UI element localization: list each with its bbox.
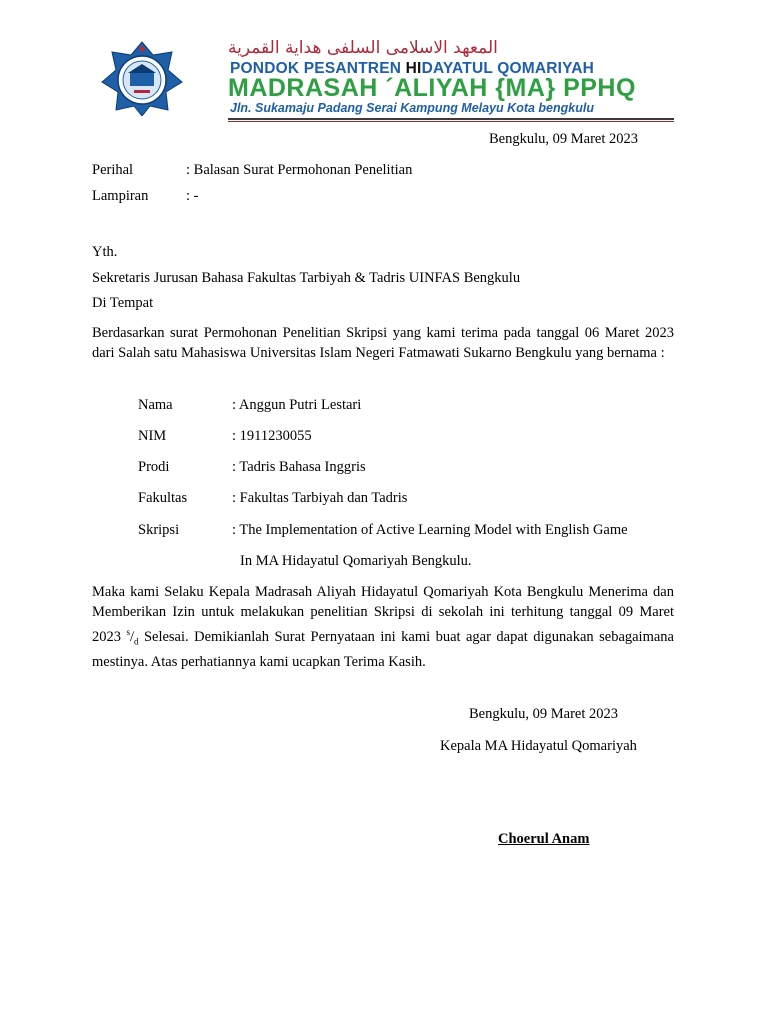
student-prodi-label: Prodi [138,459,170,475]
student-name-label: Nama [138,397,173,413]
closing-paragraph: Maka kami Selaku Kepala Madrasah Aliyah Hidayatul Qomariyah Kota Bengkulu Menerima dan Memberikan Izin untuk melakukan penelitian Skripsi di sekolah ini terhitung tanggal 09 Maret 2023 $^s/_d$ Selesai. Demikianlah Surat Pernyataan ini kami buat agar dapat digunakan sebagaimana mestinya. Atas perhatiannya kami ucapkan Terima Kasih. [92,584,674,670]
madrasah-name: MADRASAH ´ALIYAH {MA} PPHQ [228,74,636,102]
school-logo [100,40,184,116]
arabic-school-name: المعهد الاسلامى السلفى هداية القمرية [228,38,498,58]
closing-text-after: Selesai. Demikianlah Surat Pernyataan ini kami buat agar dapat digunakan sebagaimana mestinya. Atas perhatiannya kami ucapkan Terima Kasih. [92,628,674,670]
closing-text-before: Maka kami Selaku Kepala Madrasah Aliyah Hidayatul Qomariyah Kota Bengkulu Menerima dan Memberikan Izin untuk melakukan penelitian Skripsi di sekolah ini terhitung tanggal 09 Maret 2023 [92,584,674,645]
closing-sub: d [134,636,139,647]
letterhead-divider-red [228,121,674,122]
student-nim-value: : 1911230055 [232,428,312,444]
student-name-value: : Anggun Putri Lestari [232,397,362,413]
intro-paragraph: Berdasarkan surat Permohonan Penelitian Skripsi yang kami terima pada tanggal 06 Maret 2023 dari Salah satu Mahasiswa Universitas Islam Negeri Fatmawati Sukarno Bengkulu yang bernama : [92,325,674,361]
recipient-yth: Yth. [92,244,118,260]
lampiran-value: : - [186,188,199,204]
recipient-place: Di Tempat [92,295,154,311]
recipient-name: Sekretaris Jurusan Bahasa Fakultas Tarbiyah & Tadris UINFAS Bengkulu [92,270,521,286]
letterhead-divider-dark [228,118,674,120]
pondok-text-post: DAYATUL QOMARIYAH [421,60,595,77]
student-fakultas-value: : Fakultas Tarbiyah dan Tadris [232,490,408,506]
pondok-text-pre: PONDOK PESANTREN [230,60,406,77]
closing-sup: s [126,627,130,637]
perihal-value: : Balasan Surat Permohonan Penelitian [186,162,413,178]
student-skripsi-continuation: In MA Hidayatul Qomariyah Bengkulu. [240,553,472,569]
lampiran-label: Lampiran [92,188,149,204]
signatory-name: Choerul Anam [498,831,590,847]
perihal-label: Perihal [92,162,134,178]
student-prodi-value: : Tadris Bahasa Inggris [232,459,366,475]
student-skripsi-label: Skripsi [138,522,180,538]
student-nim-label: NIM [138,428,167,444]
school-address: Jln. Sukamaju Padang Serai Kampung Melayu Kota bengkulu [230,101,594,115]
signature-date: Bengkulu, 09 Maret 2023 [469,706,619,722]
student-fakultas-label: Fakultas [138,490,188,506]
letter-date: Bengkulu, 09 Maret 2023 [489,131,639,147]
signature-position: Kepala MA Hidayatul Qomariyah [440,738,637,754]
student-skripsi-value: : The Implementation of Active Learning Model with English Game [232,522,628,538]
pondok-text-hi: HI [405,60,422,77]
